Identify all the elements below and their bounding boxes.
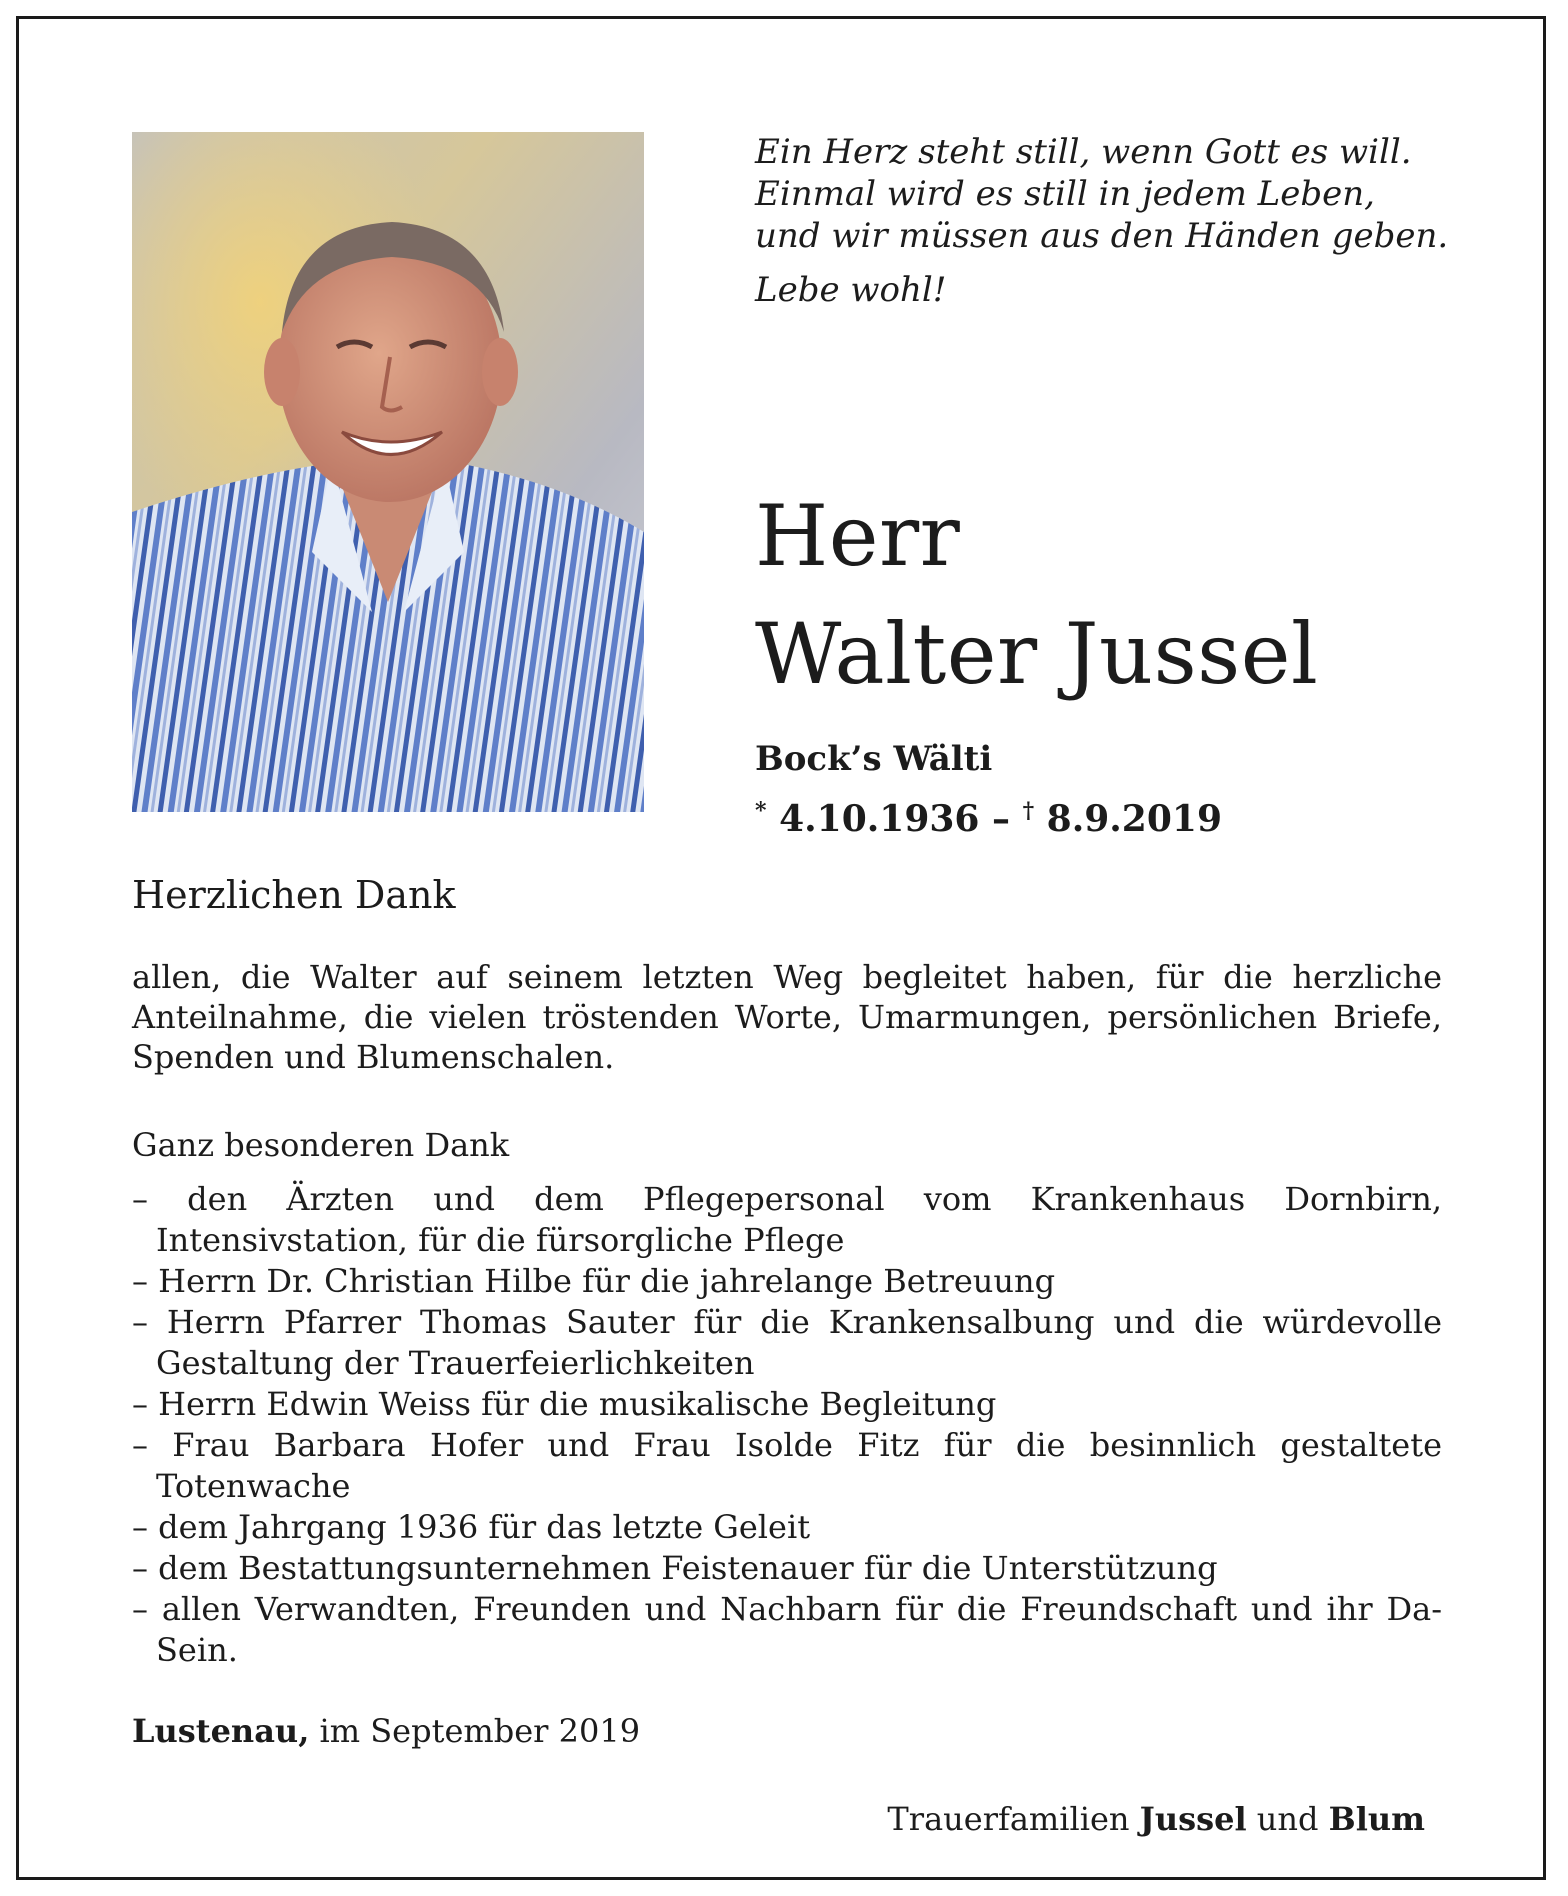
death-symbol: † <box>1022 798 1035 824</box>
deceased-name: Walter Jussel <box>755 605 1319 703</box>
place-town: Lustenau, <box>132 1712 310 1750</box>
portrait-illustration <box>132 132 644 812</box>
family-name-jussel: Jussel <box>1139 1800 1247 1838</box>
thanks-body: allen, die Walter auf seinem letzten Weg begleitet haben, für die herzliche Anteilnahme, die vielen tröstenden Worte, Umarmungen, persönlichen Briefe, Spenden und Blumenschalen. <box>132 958 1442 1076</box>
list-item: – Herrn Dr. Christian Hilbe für die jahrelange Betreuung <box>132 1262 1056 1300</box>
special-thanks-list <box>132 1179 1442 1671</box>
birth-symbol: * <box>755 798 767 824</box>
special-thanks-heading: Ganz besonderen Dank <box>132 1126 510 1164</box>
portrait-photo <box>132 132 644 812</box>
memorial-poem <box>755 131 1495 311</box>
death-date: 8.9.2019 <box>1046 798 1222 840</box>
deceased-info <box>755 477 1495 841</box>
signature-conjunction: und <box>1256 1800 1319 1838</box>
birth-date: 4.10.1936 <box>779 798 980 840</box>
signature-prefix: Trauerfamilien <box>887 1800 1130 1838</box>
list-item: – den Ärzten und dem Pflegepersonal vom Krankenhaus Dornbirn, Intensivstation, für die fürsorgliche Pflege <box>132 1180 1442 1259</box>
place-month: im September 2019 <box>319 1712 641 1750</box>
list-item: – dem Jahrgang 1936 für das letzte Geleit <box>132 1508 811 1546</box>
list-item: – Frau Barbara Hofer und Frau Isolde Fitz für die besinnlich gestaltete Totenwache <box>132 1426 1442 1505</box>
place-date <box>132 1711 640 1751</box>
list-item: – Herrn Edwin Weiss für die musikalische Begleitung <box>132 1385 997 1423</box>
life-dates <box>755 789 1495 841</box>
obituary-notice <box>16 16 1546 1880</box>
family-name-blum: Blum <box>1328 1800 1425 1838</box>
list-item: – Herrn Pfarrer Thomas Sauter für die Krankensalbung und die würdevolle Gestaltung der Trauerfeierlichkeiten <box>132 1303 1442 1382</box>
poem-line: Ein Herz steht still, wenn Gott es will. <box>755 132 1412 172</box>
poem-line: und wir müssen aus den Händen geben. <box>755 216 1449 256</box>
list-item: – allen Verwandten, Freunden und Nachbarn für die Freundschaft und ihr Da-Sein. <box>132 1590 1442 1669</box>
thanks-heading: Herzlichen Dank <box>132 873 456 917</box>
poem-line: Einmal wird es still in jedem Leben, <box>755 174 1375 214</box>
family-signature <box>887 1799 1425 1839</box>
poem-farewell: Lebe wohl! <box>755 270 947 310</box>
list-item: – dem Bestattungsunternehmen Feistenauer für die Unterstützung <box>132 1549 1218 1587</box>
salutation: Herr <box>755 487 961 585</box>
date-separator: – <box>992 798 1011 840</box>
deceased-nickname: Bock’s Wälti <box>755 739 993 779</box>
